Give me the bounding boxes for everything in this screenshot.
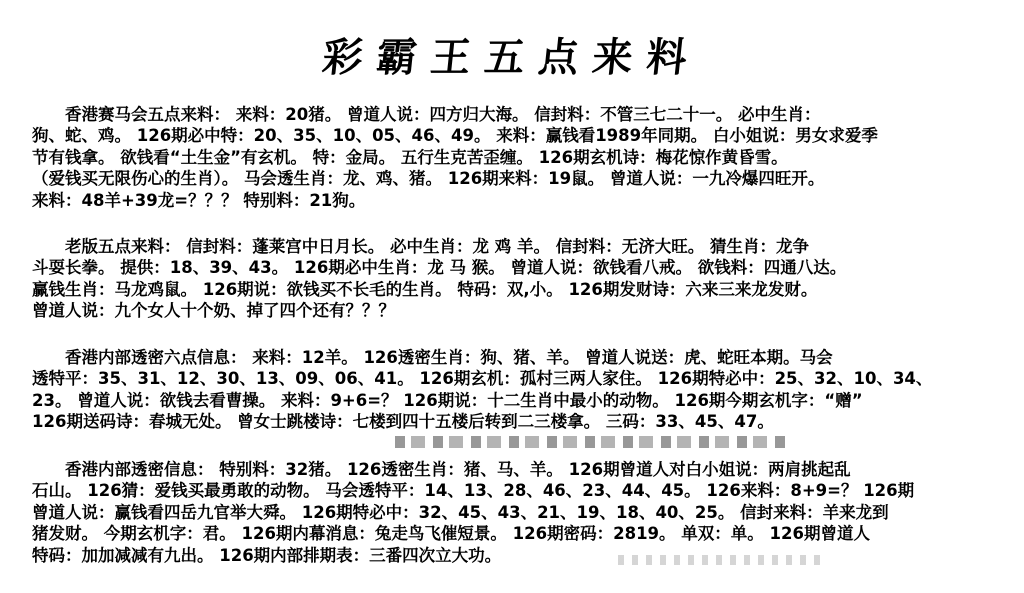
text-line: 曾道人说：赢钱看四岳九官举大舜。 126期特必中：32、45、43、21、19、18、40、25。 信封来料：羊来龙到 — [32, 502, 889, 522]
text-line: 猪发财。 今期玄机字：君。 126期内幕消息：兔走鸟飞催短景。 126期密码：2819。 单双：单。 126期曾道人 — [32, 524, 870, 544]
text-line: 节有钱拿。 欲钱看“土生金”有玄机。 特：金局。 五行生克苦歪缠。 126期玄机诗：梅花惊作黄昏雪。 — [32, 147, 788, 167]
text-line: 香港内部透密信息： 特别料：32猪。 126透密生肖：猪、马、羊。 126期曾道人对白小姐说：两肩挑起乱 — [32, 460, 851, 479]
text-line: 老版五点来料： 信封料：蓬莱宫中日月长。 必中生肖：龙 鸡 羊。 信封料：无济大旺。 猜生肖：龙争 — [32, 237, 809, 256]
text-line: 赢钱生肖：马龙鸡鼠。 126期说：欲钱买不长毛的生肖。 特码：双,小。 126期发财诗：六来三来龙发财。 — [32, 279, 818, 299]
section-hk-internal-info — [32, 459, 1007, 566]
section-hk-internal-six-points — [32, 347, 1007, 433]
text-line: 曾道人说：九个女人十个奶、掉了四个还有？？？ — [32, 301, 395, 321]
text-line: 香港内部透密六点信息： 来料：12羊。 126透密生肖：狗、猪、羊。 曾道人说送：虎、蛇旺本期。马会 — [32, 348, 833, 367]
text-line: 斗耍长拳。 提供：18、39、43。 126期必中生肖：龙 马 猴。 曾道人说：欲钱看八戒。 欲钱料：四通八达。 — [32, 258, 847, 278]
section-old-five-points — [32, 236, 1007, 322]
text-line: 石山。 126猜：爱钱买最勇敢的动物。 马会透特平：14、13、28、46、23、44、45。 126来料：8+9=？ 126期 — [32, 481, 915, 501]
page-title: 彩霸王五点来料 — [320, 34, 704, 81]
text-line: 狗、蛇、鸡。 126期必中特：20、35、10、05、46、49。 来料：赢钱看1989年同期。 白小姐说：男女求爱季 — [32, 126, 878, 146]
print-smudge — [395, 436, 790, 448]
print-smudge — [618, 555, 828, 565]
text-line: 来料：48羊+39龙=？？？ 特别料：21狗。 — [32, 190, 366, 210]
section-hk-jockey-five-points — [32, 104, 1007, 211]
text-line: 特码：加加减减有九出。 126期内部排期表：三番四次立大功。 — [32, 545, 502, 565]
text-line: 透特平：35、31、12、30、13、09、06、41。 126期玄机：孤村三两人家住。 126期特必中：25、32、10、34、 — [32, 369, 933, 389]
text-line: 23。 曾道人说：欲钱去看曹操。 来料：9+6=？ 126期说：十二生肖中最小的动物。 126期今期玄机字：“赠” — [32, 390, 863, 410]
text-line: 126期送码诗：春城无处。 曾女士跳楼诗：七楼到四十五楼后转到二三楼拿。 三码：33、45、47。 — [32, 412, 774, 432]
text-line: 香港赛马会五点来料： 来料：20猪。 曾道人说：四方归大海。 信封料：不管三七二十一。 必中生肖： — [32, 105, 821, 124]
text-line: （爱钱买无限伤心的生肖）。 马会透生肖：龙、鸡、猪。 126期来料：19鼠。 曾道人说：一九冷爆四旺开。 — [32, 169, 825, 189]
